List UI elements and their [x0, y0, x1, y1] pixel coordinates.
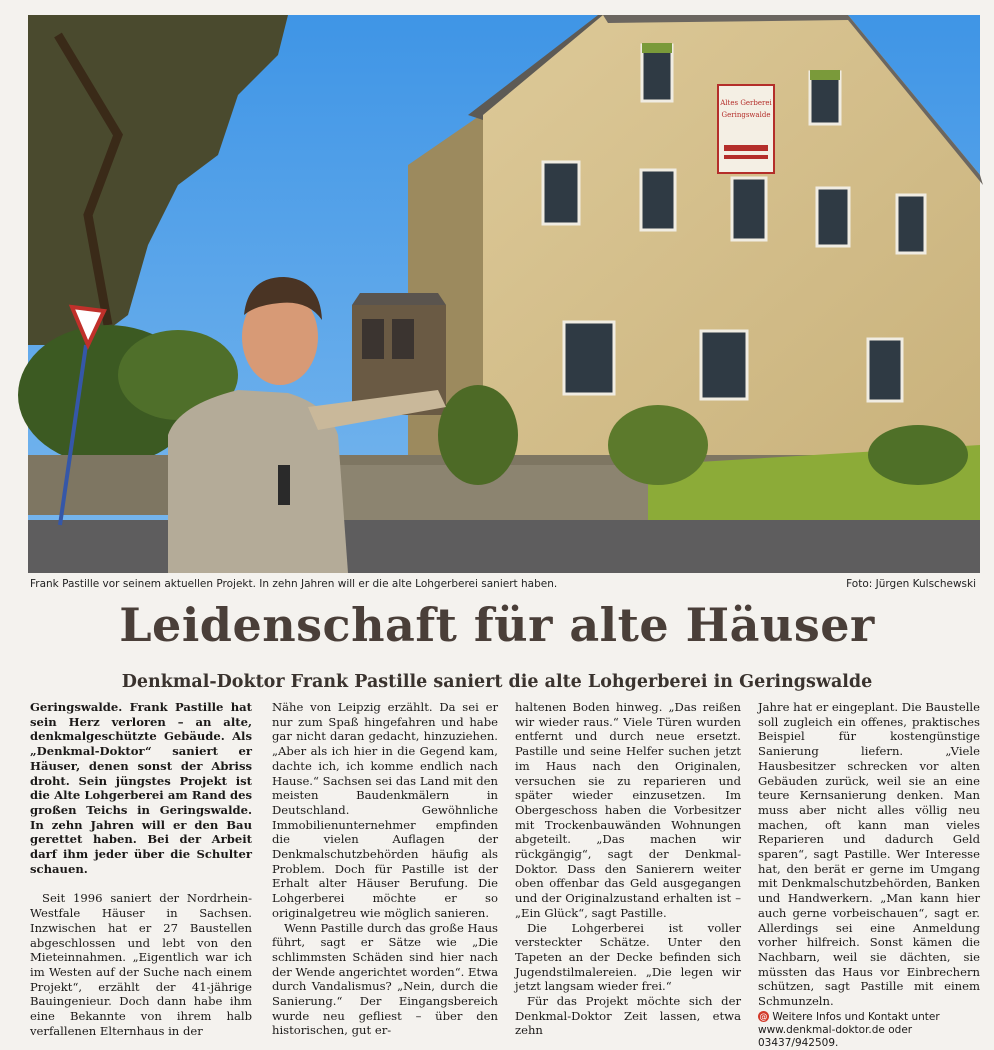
body-paragraph: Für das Projekt möchte sich der Denkmal-Doktor Zeit lassen, etwa zehn — [515, 994, 741, 1038]
at-icon: @ — [759, 1012, 768, 1022]
body-paragraph: Jahre hat er eingeplant. Die Baustelle soll zugleich ein offenes, praktisches Beispiel für kostengünstige Sanierung liefern. „Viele Hausbesitzer schrecken vor alten Gebäuden zurück, weil sie an eine teure Kernsanierung denken. Man muss aber nicht alles völlig neu machen, oft kann man vieles Reparieren und dadurch Geld sparen“, sagt Pastille. Wer Interesse hat, den berät er gerne im Umgang mit Denkmalschutzbehörden, Banken und Handwerkern. „Man kann hier auch gerne vorbeischauen“, sagt er. Allerdings sei eine Anmeldung vorher hilfreich. Sonst kämen die Nachbarn, weil sie dächten, sie müssten das Haus vor Einbrechern schützen, sagt Pastille mit einem Schmunzeln. — [758, 700, 980, 1009]
body-paragraph: Die Lohgerberei ist voller versteckter Schätze. Unter den Tapeten an der Decke befinden sich Jugendstilmalereien. „Die legen wir jetzt langsam wieder frei.“ — [515, 920, 741, 994]
body-paragraph: Wenn Pastille durch das große Haus führt, sagt er Sätze wie „Die schlimmsten Schäden sind hier nach der Wende angerichtet worden“. Etwa durch Vandalismus? „Nein, durch die Sanierung.“ Der Eingangsbereich wurde neu gefliest – über den historischen, gut er- — [272, 920, 498, 1038]
lead-paragraph: Geringswalde. Frank Pastille hat sein Herz verloren – an alte, denkmalgeschützte Gebäude. Als „Denkmal-Doktor“ saniert er Häuser, denen sonst der Abriss droht. Sein jüngstes Projekt ist die Alte Lohgerberei am Rand des großen Teichs in Geringswalde. In zehn Jahren will er den Bau gerettet haben. Bei der Arbeit darf ihm jeder über die Schulter schauen. — [30, 700, 252, 876]
body-paragraph: Seit 1996 saniert der Nordrhein-Westfale Häuser in Sachsen. Inzwischen hat er 27 Baustellen abgeschlossen und lebt von den Mieteinnahmen. „Eigentlich war ich im Westen auf der Suche nach einem Projekt“, erzählt der 41-jährige Bauingenieur. Doch dann habe ihm eine Bekannte von ihrem halb verfallenen Elternhaus in der — [30, 891, 252, 1038]
contact-info — [758, 1011, 980, 1050]
article-column-2 — [272, 700, 498, 1038]
photo-credit: Foto: Jürgen Kulschewski — [846, 578, 976, 590]
subheadline: Denkmal-Doktor Frank Pastille saniert die alte Lohgerberei in Geringswalde — [121, 672, 873, 692]
headline: Leidenschaft für alte Häuser — [119, 598, 875, 652]
article-column-4 — [758, 700, 980, 1049]
building-sign — [718, 85, 774, 173]
sign-text-line: Geringswalde — [721, 111, 771, 119]
sign-text-line: Altes Gerberei — [720, 99, 772, 107]
article-column-3 — [515, 700, 741, 1038]
body-paragraph: haltenen Boden hinweg. „Das reißen wir wieder raus.“ Viele Türen wurden entfernt und durch neue ersetzt. Pastille und seine Helfer suchen jetzt im Haus nach den Originalen, versuchen sie zu reparieren und später wieder einzusetzen. Im Obergeschoss haben die Vorbesitzer mit Trockenbauwänden Wohnungen abgeteilt. „Das machen wir rückgängig“, sagt der Denkmal-Doktor. Dass den Sanierern weiter oben offenbar das Geld ausgegangen und der Originalzustand erhalten ist – „Ein Glück“, sagt Pastille. — [515, 700, 741, 920]
body-paragraph: Nähe von Leipzig erzählt. Da sei er nur zum Spaß hingefahren und habe gar nicht daran gedacht, hinzuziehen. „Aber als ich hier in die Gegend kam, dachte ich, ich komme endlich nach Hause.“ Sachsen sei das Land mit den meisten Baudenkmälern in Deutschland. Gewöhnliche Immobilienunternehmer empfinden die vielen Auflagen der Denkmalschutzbehörden häufig als Problem. Doch für Pastille ist der Erhalt alter Häuser Berufung. Die Lohgerberei möchte er so originalgetreu wie möglich sanieren. — [272, 700, 498, 920]
article-photo — [28, 15, 980, 573]
article-column-1 — [30, 700, 252, 1038]
contact-text: Weitere Infos und Kontakt unter www.denkmal-doktor.de oder 03437/942509. — [758, 1010, 940, 1049]
photo-caption: Frank Pastille vor seinem aktuellen Projekt. In zehn Jahren will er die alte Lohgerberei saniert haben. — [30, 578, 558, 590]
